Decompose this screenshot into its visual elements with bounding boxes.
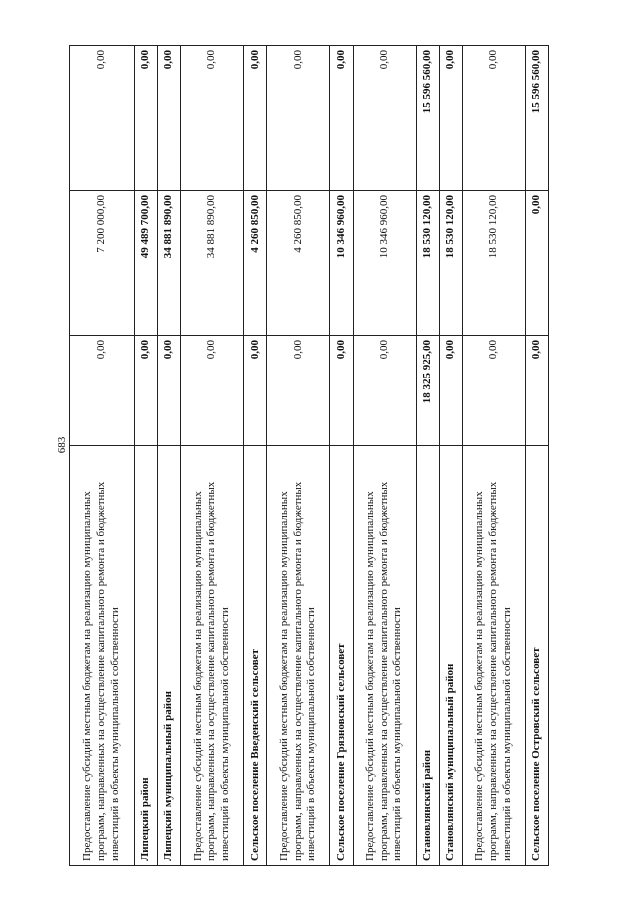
row-name-cell: Предоставление субсидий местным бюджетам на реализацию муниципальных программ, направленных на осуществление капитального ремонта и бюджетных инвестиций в объекты муниципальной собственности: [267, 446, 330, 866]
value-cell-col1: 18 325 925,00: [416, 336, 439, 446]
row-name-cell: Липецкий район: [135, 446, 158, 866]
value-cell-col4: 0,00: [462, 46, 525, 191]
value-cell-col2: 0,00: [70, 336, 135, 446]
value-cell-col2: 0,00: [525, 336, 548, 446]
value-cell-col2: 0,00: [158, 336, 181, 446]
table-row: [416, 46, 439, 866]
value-cell-col2: 0,00: [135, 336, 158, 446]
row-name-cell: Сельское поселение Введенский сельсовет: [244, 446, 267, 866]
value-cell-col3: 18 530 120,00: [462, 191, 525, 336]
value-cell-col4: 0,00: [158, 46, 181, 191]
value-cell-col2: 0,00: [353, 336, 416, 446]
value-cell-col3: 49 489 700,00: [135, 191, 158, 336]
value-cell-col3: 0,00: [525, 191, 548, 336]
value-cell-col3: 34 881 890,00: [181, 191, 244, 336]
row-name-cell: Предоставление субсидий местным бюджетам на реализацию муниципальных программ, направленных на осуществление капитального ремонта и бюджетных инвестиций в объекты муниципальной собственности: [353, 446, 416, 866]
value-cell-col3: 18 530 120,00: [439, 191, 462, 336]
value-cell-col4: 15 596 560,00: [416, 46, 439, 191]
table-row: [439, 46, 462, 866]
value-cell-col3: 4 260 850,00: [267, 191, 330, 336]
row-name-cell: Становлянский район: [416, 446, 439, 866]
value-cell-col3: 10 346 960,00: [353, 191, 416, 336]
value-cell-col4: 15 596 560,00: [525, 46, 548, 191]
value-cell-col4: 0,00: [330, 46, 353, 191]
value-cell-col3: 4 260 850,00: [244, 191, 267, 336]
table-row: [135, 46, 158, 866]
value-cell-col2: 0,00: [439, 336, 462, 446]
value-cell-col4: 0,00: [353, 46, 416, 191]
value-cell-col4: 0,00: [181, 46, 244, 191]
row-name-cell: Предоставление субсидий местным бюджетам на реализацию муниципальных программ, направленных на осуществление капитального ремонта и бюджетных инвестиций в объекты муниципальной собственности: [462, 446, 525, 866]
value-cell-col3: 10 346 960,00: [330, 191, 353, 336]
value-cell-col3: 18 530 120,00: [416, 191, 439, 336]
value-cell-col2: 0,00: [462, 336, 525, 446]
row-name-cell: Предоставление субсидий местным бюджетам на реализацию муниципальных программ, направленных на осуществление капитального ремонта и бюджетных инвестиций в объекты муниципальной собственности: [70, 446, 135, 866]
table-row: [267, 46, 330, 866]
value-cell-col4: 0,00: [70, 46, 135, 191]
value-cell-col3: 7 200 000,00: [70, 191, 135, 336]
value-cell-col2: 0,00: [330, 336, 353, 446]
budget-table: [69, 45, 549, 866]
budget-table-rotated: [69, 46, 549, 866]
value-cell-col4: 0,00: [439, 46, 462, 191]
row-name-cell: Сельское поселение Островский сельсовет: [525, 446, 548, 866]
table-row: [244, 46, 267, 866]
value-cell-col4: 0,00: [244, 46, 267, 191]
row-name-cell: Сельское поселение Грязновский сельсовет: [330, 446, 353, 866]
table-row: [353, 46, 416, 866]
value-cell-col3: 34 881 890,00: [158, 191, 181, 336]
value-cell-col4: 0,00: [135, 46, 158, 191]
page-number: 683: [56, 436, 68, 454]
table-row: [158, 46, 181, 866]
table-row: [525, 46, 548, 866]
value-cell-col2: 0,00: [267, 336, 330, 446]
table-row: [330, 46, 353, 866]
row-name-cell: Предоставление субсидий местным бюджетам на реализацию муниципальных программ, направленных на осуществление капитального ремонта и бюджетных инвестиций в объекты муниципальной собственности: [181, 446, 244, 866]
row-name-cell: Липецкий муниципальный район: [158, 446, 181, 866]
table-row: [462, 46, 525, 866]
value-cell-col4: 0,00: [267, 46, 330, 191]
value-cell-col2: 0,00: [244, 336, 267, 446]
table-row: [70, 46, 135, 866]
table-row: [181, 46, 244, 866]
value-cell-col2: 0,00: [181, 336, 244, 446]
row-name-cell: Становлянский муниципальный район: [439, 446, 462, 866]
